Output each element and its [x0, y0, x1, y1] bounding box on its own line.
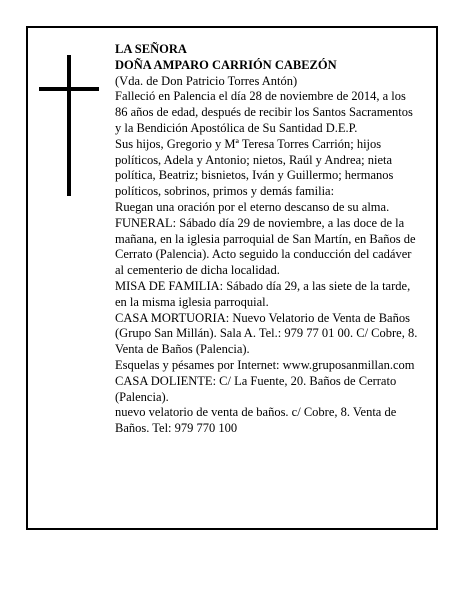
obituary-text	[115, 42, 420, 437]
cross-vertical-bar	[67, 55, 71, 196]
cross-horizontal-bar	[39, 87, 99, 91]
family-paragraph: Sus hijos, Gregorio y Mª Teresa Torres Carrión; hijos políticos, Adela y Antonio; nietos, Raúl y Andrea; nieta política, Beatriz; bisnietos, Iván y Guillermo; hermanos políticos, sobrinos, primos y demás familia:	[115, 136, 394, 199]
death-paragraph: Falleció en Palencia el día 28 de noviembre de 2014, a los 86 años de edad, después de recibir los Santos Sacramentos y la Bendición Apostólica de Su Santidad D.E.P.	[115, 89, 413, 135]
velatorio-paragraph: nuevo velatorio de venta de baños. c/ Cobre, 8. Venta de Baños. Tel: 979 770 100	[115, 405, 397, 436]
family-mass-paragraph: MISA DE FAMILIA: Sábado día 29, a las siete de la tarde, en la misma iglesia parroquial.	[115, 278, 411, 309]
condolences-paragraph: Esquelas y pésames por Internet: www.gruposanmillan.com	[115, 357, 415, 372]
prayer-line: Ruegan una oración por el eterno descanso de su alma.	[115, 199, 390, 214]
heading-la-senora: LA SEÑORA	[115, 42, 187, 56]
home-paragraph: CASA DOLIENTE: C/ La Fuente, 20. Baños de Cerrato (Palencia).	[115, 373, 397, 404]
deceased-name: DOÑA AMPARO CARRIÓN CABEZÓN	[115, 57, 337, 72]
funeral-paragraph: FUNERAL: Sábado día 29 de noviembre, a las doce de la mañana, en la iglesia parroquial de San Martín, en Baños de Cerrato (Palencia). Acto seguido la conducción del cadáver al cementerio de dicha localidad.	[115, 215, 416, 278]
widow-of-line: (Vda. de Don Patricio Torres Antón)	[115, 73, 298, 88]
mortuary-paragraph: CASA MORTUORIA: Nuevo Velatorio de Venta de Baños (Grupo San Millán). Sala A. Tel.: 979 77 01 00. C/ Cobre, 8. Venta de Baños (Palencia).	[115, 310, 418, 357]
